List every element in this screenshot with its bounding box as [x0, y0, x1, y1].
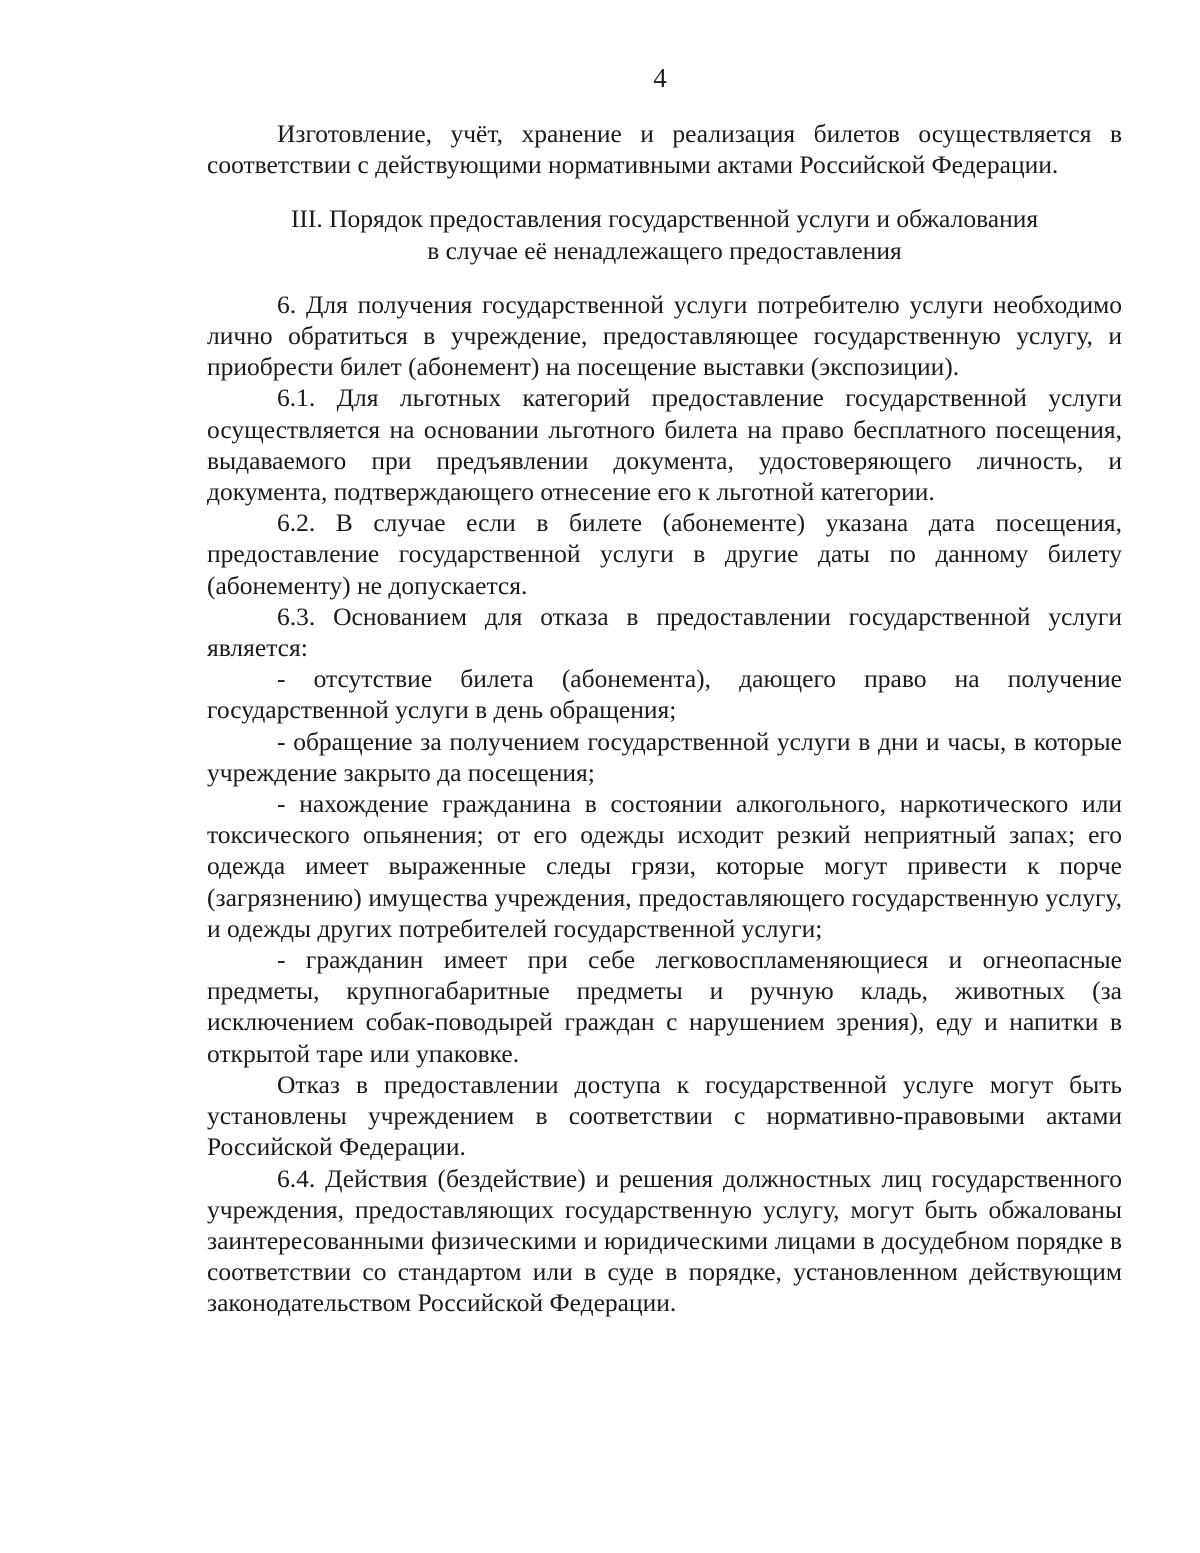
refusal-reason-closed-hours: - обращение за получением государственной услуги в дни и часы, в которые учреждение закрыто да посещения;	[207, 726, 1122, 787]
section-heading-line-2: в случае её ненадлежащего предоставления	[427, 235, 902, 265]
paragraph-6-1: 6.1. Для льготных категорий предоставление государственной услуги осуществляется на основании льготного билета на право бесплатного посещения, выдаваемого при предъявлении документа, удостоверяющего личность, и документа, подтверждающего отнесение его к льготной категории.	[207, 383, 1122, 507]
document-body	[207, 118, 1122, 1319]
refusal-reason-intoxication: - нахождение гражданина в состоянии алкогольного, наркотического или токсического опьянения; от его одежды исходит резкий неприятный запах; его одежда имеет выраженные следы грязи, которые могут привести к порче (загрязнению) имущества учреждения, предоставляющего государственную услугу, и одежды других потребителей государственной услуги;	[207, 789, 1122, 943]
section-heading	[207, 203, 1122, 265]
refusal-reason-prohibited-items: - гражданин имеет при себе легковоспламеняющиеся и огнеопасные предметы, крупногабаритные предметы и ручную кладь, животных (за исключением собак-поводырей граждан с нарушением зрения), еду и напитки в открытой таре или упаковке.	[207, 945, 1122, 1068]
paragraph-6-3: 6.3. Основанием для отказа в предоставлении государственной услуги является:	[207, 601, 1122, 663]
paragraph-6: 6. Для получения государственной услуги потребителю услуги необходимо лично обратиться в учреждение, предоставляющее государственную услугу, и приобрести билет (абонемент) на посещение выставки (экспозиции).	[207, 289, 1122, 382]
refusal-note-paragraph: Отказ в предоставлении доступа к государственной услуге могут быть установлены учреждением в соответствии с нормативно-правовыми актами Российской Федерации.	[207, 1069, 1122, 1162]
refusal-reason-no-ticket: - отсутствие билета (абонемента), дающего право на получение государственной услуги в день обращения;	[207, 664, 1122, 725]
paragraph-6-4: 6.4. Действия (бездействие) и решения должностных лиц государственного учреждения, предоставляющих государственную услугу, могут быть обжалованы заинтересованными физическими и юридическими лицами в досудебном порядке в соответствии со стандартом или в суде в порядке, установленном действующим законодательством Российской Федерации.	[207, 1163, 1122, 1318]
section-heading-line-1: III. Порядок предоставления государственной услуги и обжалования	[290, 204, 1039, 234]
paragraph-6-2: 6.2. В случае если в билете (абонементе) указана дата посещения, предоставление государственной услуги в другие даты по данному билету (абонементу) не допускается.	[207, 508, 1122, 600]
intro-paragraph: Изготовление, учёт, хранение и реализация билетов осуществляется в соответствии с действующими нормативными актами Российской Федерации.	[207, 119, 1122, 180]
page-number: 4	[653, 63, 667, 93]
